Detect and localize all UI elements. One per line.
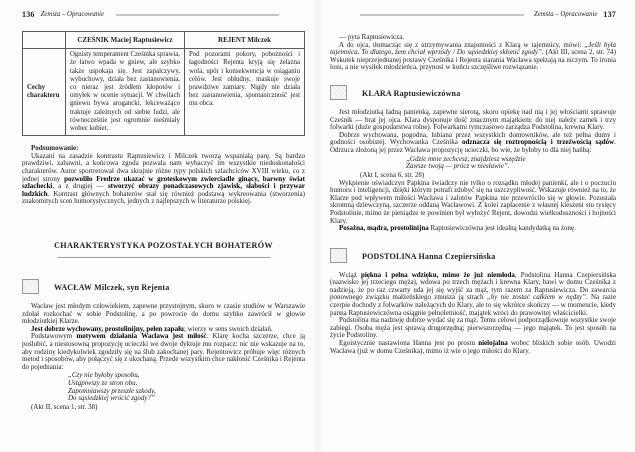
summary-bold-2: stworzyć obrazy ponadczasowych zjawisk, słabości i przywar ludzkich — [22, 182, 305, 198]
podstolina-inline-quote: „by nie zostać całkiem w nędzy” — [486, 293, 586, 302]
waclaw-bold-traits: Jest dobrze wychowany, prostolinijny, pełen zapału — [31, 324, 184, 333]
podstolina-p1-pre: Wciąż — [339, 270, 361, 279]
summary-paragraph — [22, 153, 305, 206]
section-heading-waclaw — [22, 279, 305, 294]
header-rule-right — [360, 14, 524, 16]
waclaw-bold-motive: motywem działania Wacława jest miłość — [76, 332, 207, 341]
running-header-right — [330, 10, 616, 19]
section-title-klara: KLARA Raptusiewiczówna — [362, 88, 461, 98]
section-title-podstolina: PODSTOLINA Hanna Czepiersińska — [362, 251, 496, 261]
waclaw-p2-rest: ; wierzy w sens swoich działań. — [183, 324, 273, 333]
quote-line: Ustąpiwszy ze stron obu, — [68, 379, 138, 388]
klara-verse-quote — [406, 156, 616, 171]
podstolina-p1-post: . Na razie czerpie dochody z folwarków należących do Klary, ale to się wkrótce skończy — w momencie, kiedy panna Raptusiewiczówna osiągnie pełnoletniość, majątek wróci do prawowitej właścicielki. — [330, 293, 616, 317]
waclaw-quote-reference: (Akt II, scena 1, str. 38) — [31, 403, 98, 412]
table-row-cechy — [23, 49, 305, 136]
ornament-icon — [330, 85, 347, 100]
quote-line: Zapomniawszy przeszłe szkody, — [68, 386, 156, 395]
table-row-label: Cechy charakteru — [23, 49, 66, 136]
klara-p2-post: . Odrzuca złożoną jej przez Wacława propozycję ucieczki, bo wie, że byłoby to dla niej hańbą: — [330, 138, 616, 154]
waclaw-inline-quote: „Jeśli była tajemnica, To dlatego, żem chciał wprzódy / Do sąsiedzkiej skłonić zgody” — [330, 40, 616, 57]
running-title-left: Zemsta – Opracowanie — [40, 11, 105, 18]
podstolina-bold-traits: piękna i pełna wdzięku, mimo że już niemłoda — [360, 270, 515, 279]
chapter-heading-rule — [58, 257, 270, 258]
section-title-waclaw: WACŁAW Milczek, syn Rejenta — [54, 282, 170, 292]
table-header-czesnik: CZEŚNIK Maciej Raptusiewicz — [66, 32, 185, 49]
waclaw-continuation-line: — pyta Raptusiewicza. — [339, 33, 405, 41]
section-heading-podstolina — [330, 248, 616, 263]
table-corner-cell — [23, 32, 66, 49]
podstolina-p1-mid: , Podstolina Hanna Czepiersińska (nazwisko jej trzeciego męża), wdowa po trzech mężach i krewna Klary, bawi w domu Cześnika z nadzieją, że po raz czwarty uda jej się wyjść za mąż, tym razem za Raptusiewicza. Do zawarcia ponownego związku małżeńskiego zmusza ją strach — [330, 270, 616, 302]
klara-paragraph-4 — [330, 225, 616, 233]
quote-line: Zawsze twoją — prócz w niesławie”. — [406, 162, 510, 171]
page-137 — [318, 0, 635, 452]
podstolina-paragraph-3 — [330, 340, 616, 355]
klara-paragraph-3: Wykpienie oświadczyn Papkina świadczy nie tylko o rozsądku młodej panienki, ale i o poczuciu humoru i inteligencji, dzięki którym potrafi zdobyć się na uszczypliwość. Wskazuje również na to, że Klarze pod wpływem miłości Wacława i zalotów Papkina nie przewróciło się w głowie. Pozostała skromną dziewczyną, szczerze oddaną Wacławowi. Z kolei zapłacenie z własnej kieszeni stu tysięcy Podstolinie, mimo że pieniądze te powinien był wyłożyć Rejent, dowodzi wielkoduszności i hojności Klary. — [330, 178, 616, 225]
summary-heading: Podsumowanie: — [31, 144, 79, 153]
running-header-left — [22, 10, 305, 19]
klara-quote-reference: (Akt I, scena 6, str. 28) — [360, 170, 425, 179]
podstolina-bold-nielojalna: nielojalna — [478, 339, 508, 348]
header-rule-left — [116, 14, 279, 16]
klara-paragraph-2 — [330, 132, 616, 155]
summary-bold-1: pozwoliło Fredrze ukazać w groteskowym zwierciadle ginący, barwny świat szlachecki — [22, 174, 305, 191]
table-header-row — [23, 32, 305, 49]
section-heading-klara — [330, 85, 616, 100]
quote-line: Do sąsiedzkiej wrócić zgody?” — [68, 394, 155, 403]
summary-text-mid: , a z drugiej — — [52, 182, 108, 191]
klara-p2-pre: Dobrze wychowana, pogodna, lubiana przez wszystkich domowników, ale też pełna dumy i godności osobistej. Wychowanka Cześnika — [330, 130, 616, 147]
quote-line: „Czy nie byłoby sposobu, — [68, 371, 140, 380]
character-comparison-table — [22, 31, 305, 136]
podstolina-paragraph-2: Podstolina ma nadzieję dobrze wydać się za mąż. Temu celowi podporządkowuje wszystkie swoje zabiegi. Osoba męża jest sprawą drugorzędną; pierwszorzędną — jego majątek. To jest sposób na życie Podstoliny. — [330, 316, 616, 340]
klara-p4-rest: Raptusiewiczówna jest idealną kandydatką na żonę. — [428, 224, 576, 233]
summary-text: Ukazani na zasadzie kontrastu Raptusiewicz i Milczek tworzą wspaniałą parę. Są bardzo prawdziwi, zabawni, a końcowa zgoda pozwala nam wybaczyć im wszystkie niedoskonałości charakterów. Autor sportretował dwa skrajnie różne typy polskich szlachciców XVIII wieku, co z jednej strony — [22, 151, 305, 183]
klara-bold-summary: Posażna, mądra, prostolinijna — [339, 224, 429, 233]
page-number-right: 137 — [603, 10, 616, 19]
waclaw-paragraph-3 — [22, 333, 305, 371]
chapter-title: CHARAKTERYSTYKA POZOSTAŁYCH BOHATERÓW — [54, 240, 273, 250]
waclaw-cont-pre: A do ojca, tłumacząc się z utrzymywania znajomości z Klarą w tajemnicy, mówi: — [339, 40, 585, 49]
summary-text-post: . Kontrast głównych bohaterów stał się również podstawą wykreowania (stworzenia) znakomitych scen humorystycznych, jednych z najlepszych w literaturze polskiej. — [22, 189, 305, 206]
waclaw-p3-pre: Podstawowym — [31, 332, 77, 341]
waclaw-paragraph-1: Wacław jest młodym człowiekiem, zapewne przystojnym, skoro w czasie studiów w Warszawie zdołał rozkochać w sobie Podstolinę, a po powrocie do domu szybko zawrócił w głowie młodziutkiej Klarze. — [22, 301, 305, 326]
running-title-right: Zemsta – Opracowanie — [533, 11, 598, 18]
waclaw-cont-post: . (Akt III, scena 2, str. 74) Wskutek nieprzejednanej postawy Cześnika i Rejenta starania Wacława spełzają na niczym. To ironia losu, a nie wysiłek młodzieńca, przynosi w końcu szczęśliwe rozwiązanie. — [330, 48, 616, 72]
ornament-icon — [22, 279, 39, 294]
waclaw-verse-quote — [68, 372, 305, 403]
chapter-heading-block — [22, 235, 305, 258]
waclaw-continuation-paragraph — [330, 42, 616, 72]
quote-line: „Gdzie mnie zechcesz, znajdziesz wszędzie — [406, 154, 526, 163]
podstolina-paragraph-1 — [330, 272, 616, 318]
klara-bold-traits: odznacza się roztropnością i trzeźwością sądów — [462, 138, 615, 147]
table-header-rejent: REJENT Milczek — [185, 32, 305, 49]
ornament-icon — [330, 248, 347, 263]
czesnik-traits-cell: Ognisty temperament Cześnika sprawia, że łatwo wpada w gniew, ale szybko także uspokaja się. Jest zapalczywy, wybuchowy, działa bez zastanowienia, co nieraz jest źródłem kłopotów i omyłek w ocenie sytuacji. W chwilach gniewu bywa arogancki, lekceważąco traktuje zależnych od siebie ludzi, ale równocześnie jest ogromnie nieśmiały wobec kobiet. — [66, 49, 185, 136]
klara-paragraph-1: Jest młodziutką ładną panienką, zapewne sierotą, skoro opiekę nad nią i jej włościami sprawuje Cześnik — brat jej ojca. Klara dysponuje dość znacznym majątkiem: do niej należy zamek i trzy folwarki (duże gospodarstwa rolne). Folwarkami tymczasowo zarządza Podstolina, krewna Klary. — [330, 107, 616, 132]
rejent-traits-cell: Pod pozorami pokory, pobożności i łagodności Rejenta kryją się żelazna wola, upór i konsekwencja w osiąganiu celów. Jest obłudny, maskuje swoje prawdziwe zamiary. Nigdy nie działa bez zastanowienia, spontaniczność jest mu obca. — [185, 49, 305, 136]
podstolina-p3-pre: Egoistycznie nastawiona Hanna jest po prostu — [339, 339, 479, 348]
page-number-left: 136 — [22, 10, 35, 19]
waclaw-p3-rest: . Klarę kocha szczerze, chce ją poślubić, a niestosowną propozycję ucieczki we dwoje dyktuje mu rozpacz: nic nie wskazuje na to, aby rodziny kiedykolwiek zgodziły się na ślub zakochanej pary. Rejentowicz próbuje więc różnych metod i sposobów, aby połączyć się z ukochaną. Przede wszystkim chce nakłonić Cześnika i Rejenta do pojednania: — [22, 332, 306, 371]
podstolina-p3-post: wobec bliskich sobie osób. Uwodzi Wacława (już w domu Cześnika), mimo iż wie o jego miłości do Klary. — [330, 339, 616, 355]
